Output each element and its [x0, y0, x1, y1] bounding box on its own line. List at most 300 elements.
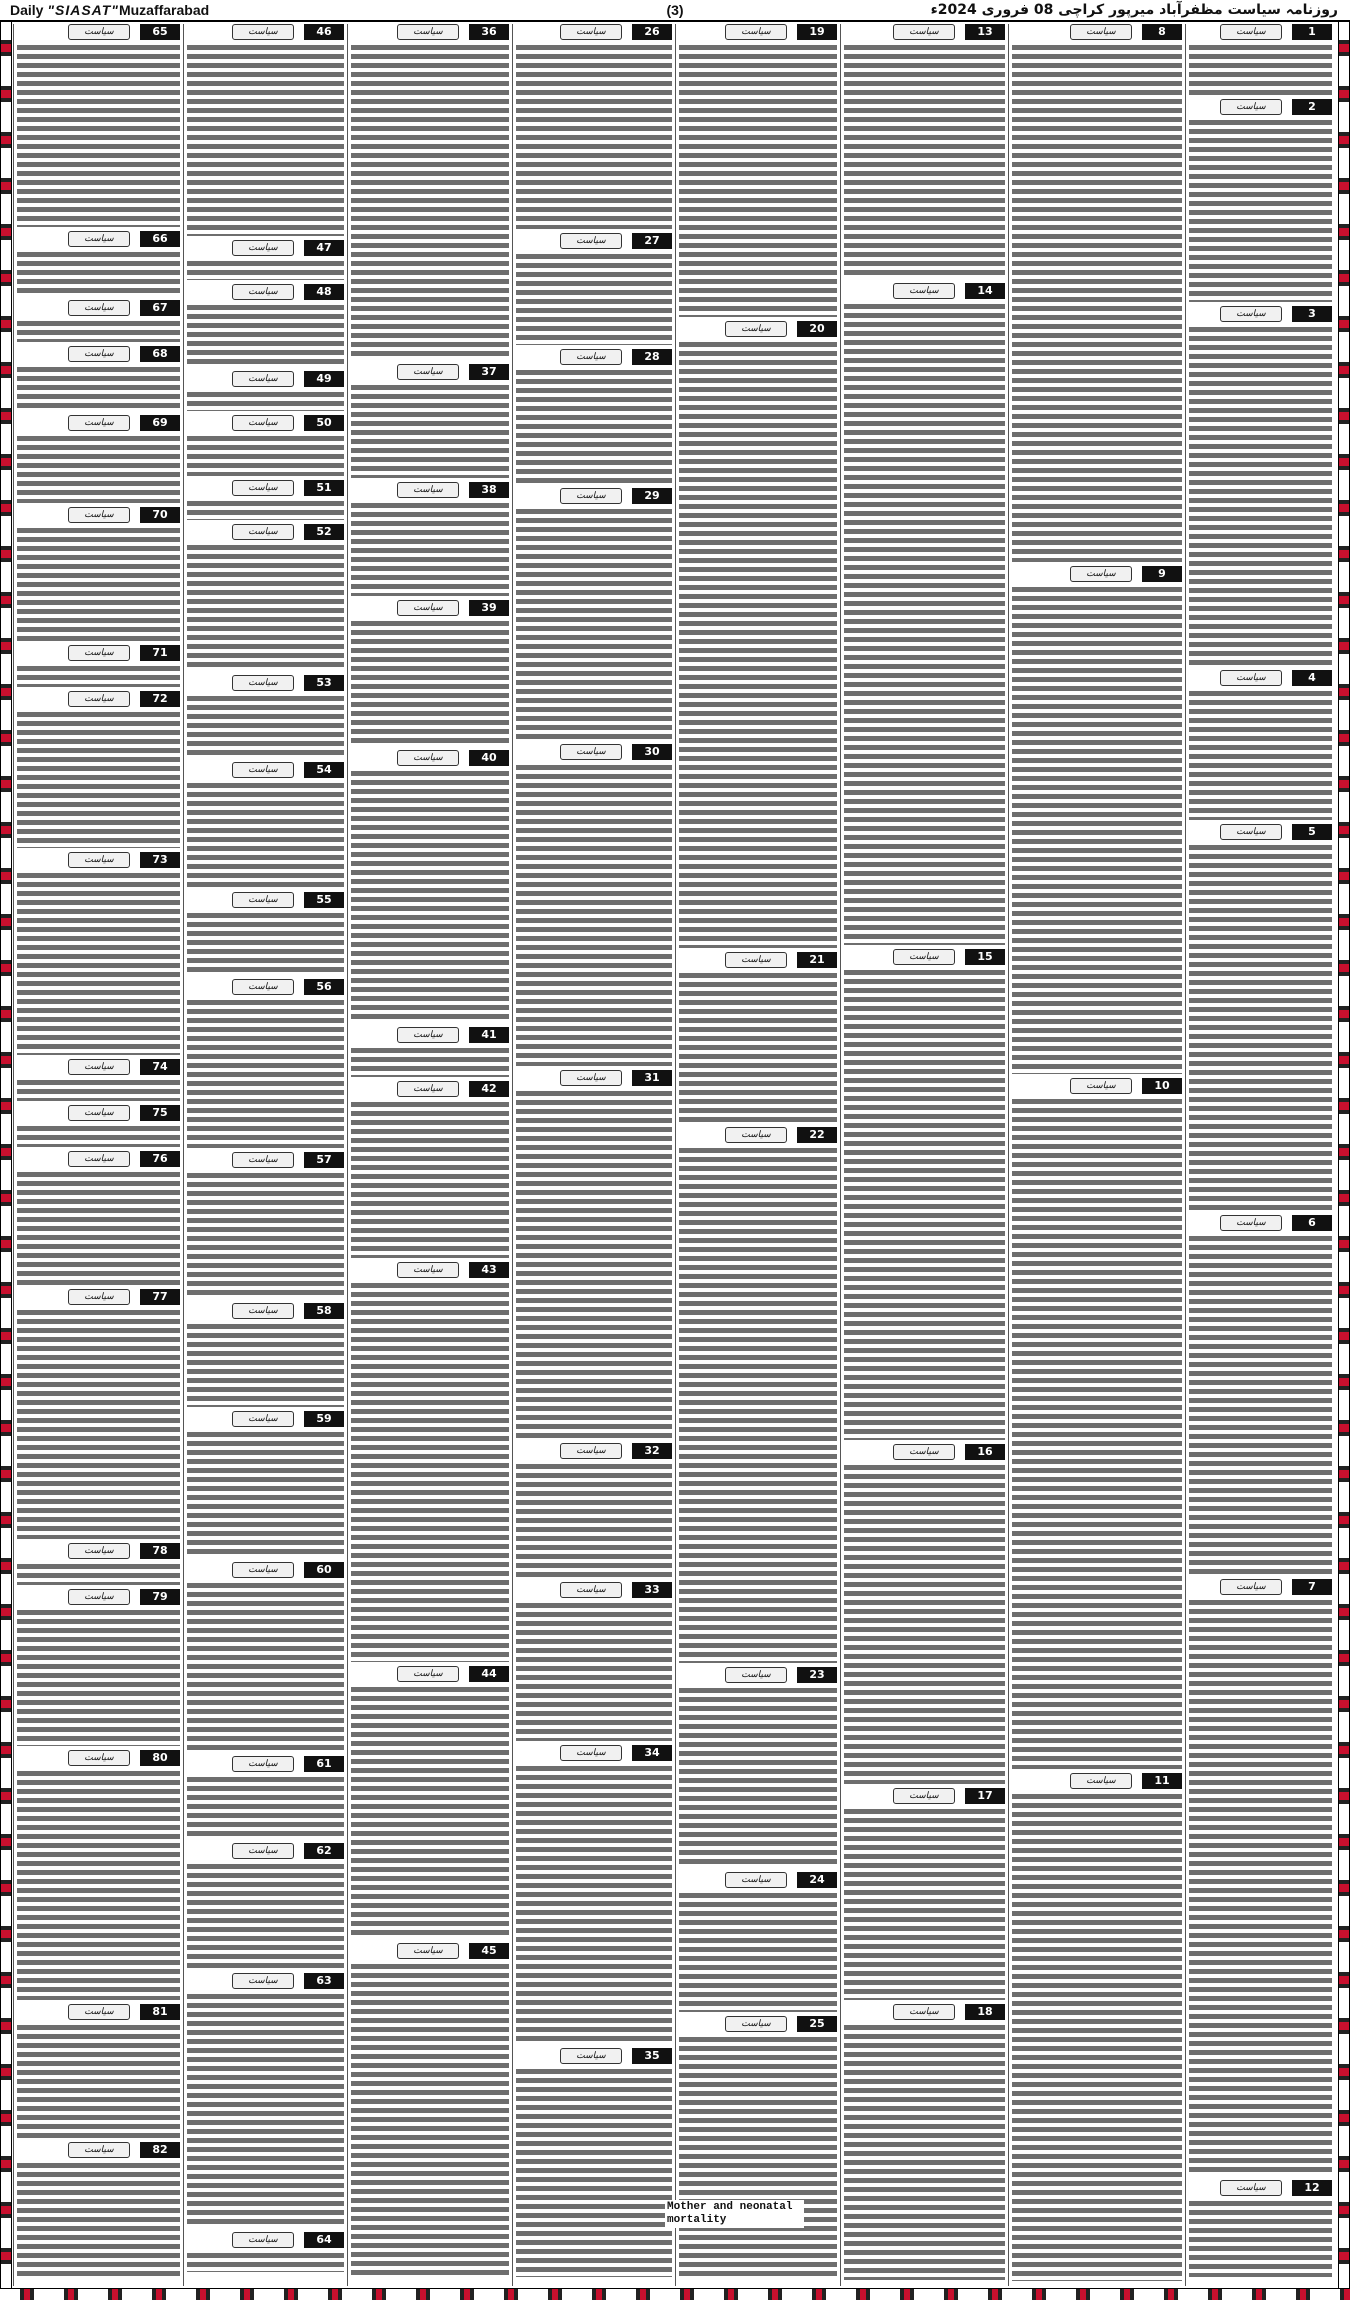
news-item-body: [351, 43, 509, 360]
news-item: [679, 1667, 837, 1868]
news-item-body: [187, 2251, 344, 2272]
news-number-badge: 49: [304, 371, 344, 387]
section-label: سیاست: [725, 952, 787, 968]
news-item-header: [516, 349, 672, 365]
section-label: سیاست: [1070, 566, 1132, 582]
section-label: سیاست: [560, 1745, 622, 1761]
news-item-body: [1012, 585, 1182, 1074]
news-item-body: [351, 501, 509, 596]
section-label: سیاست: [560, 1443, 622, 1459]
news-item-header: [844, 949, 1005, 965]
news-item: [844, 1444, 1005, 1784]
news-item: [187, 1303, 344, 1407]
masthead-brand: "SIASAT": [47, 2, 119, 18]
section-label: سیاست: [725, 24, 787, 40]
news-item: [187, 1843, 344, 1969]
news-number-badge: 74: [140, 1059, 180, 1075]
news-column: [347, 24, 512, 2286]
section-label: سیاست: [725, 1127, 787, 1143]
news-item-body: [17, 1124, 180, 1147]
news-item-body: [1189, 325, 1332, 666]
section-label: سیاست: [232, 892, 294, 908]
news-item: [17, 691, 180, 848]
news-item: [187, 2232, 344, 2272]
news-number-badge: 33: [632, 1582, 672, 1598]
news-item-body: [17, 871, 180, 1055]
section-label: سیاست: [560, 233, 622, 249]
news-item-body: [187, 259, 344, 280]
news-column: [13, 24, 183, 2286]
section-label: سیاست: [560, 1070, 622, 1086]
news-item: [17, 1105, 180, 1147]
news-number-badge: 15: [965, 949, 1005, 965]
news-item-header: [1012, 1773, 1182, 1789]
news-number-badge: 47: [304, 240, 344, 256]
news-item-body: [187, 43, 344, 236]
news-item: [516, 233, 672, 345]
news-item-body: [516, 1462, 672, 1578]
news-item-body: [679, 1686, 837, 1868]
news-item-header: [187, 979, 344, 995]
section-label: سیاست: [68, 1059, 130, 1075]
news-item-header: [187, 371, 344, 387]
section-label: سیاست: [232, 1562, 294, 1578]
news-number-badge: 39: [469, 600, 509, 616]
news-item-header: [1189, 24, 1332, 40]
news-item-header: [844, 1788, 1005, 1804]
news-item-header: [187, 284, 344, 300]
news-item: [17, 1750, 180, 2000]
news-item-header: [17, 415, 180, 431]
news-item-header: [187, 1303, 344, 1319]
news-item-body: [187, 1322, 344, 1407]
news-number-badge: 27: [632, 233, 672, 249]
news-item-header: [679, 321, 837, 337]
section-label: سیاست: [725, 2016, 787, 2032]
news-item-body: [844, 1463, 1005, 1784]
section-label: سیاست: [68, 1543, 130, 1559]
section-label: سیاست: [232, 415, 294, 431]
section-label: سیاست: [560, 488, 622, 504]
news-item-body: [516, 507, 672, 740]
news-item-body: [516, 1089, 672, 1439]
section-label: سیاست: [68, 1105, 130, 1121]
news-item: [187, 1562, 344, 1752]
news-number-badge: 26: [632, 24, 672, 40]
section-label: سیاست: [68, 415, 130, 431]
news-column: [512, 24, 675, 2286]
news-item: [351, 1081, 509, 1258]
section-label: سیاست: [397, 600, 459, 616]
news-item: [1189, 2180, 1332, 2277]
news-item-header: [516, 488, 672, 504]
news-number-badge: 48: [304, 284, 344, 300]
news-number-badge: 80: [140, 1750, 180, 1766]
news-item: [17, 1059, 180, 1101]
news-item-body: [351, 1046, 509, 1077]
news-item-header: [17, 852, 180, 868]
news-item-body: [1189, 43, 1332, 95]
news-item-body: [17, 2161, 180, 2276]
news-item-body: [17, 526, 180, 641]
news-number-badge: 22: [797, 1127, 837, 1143]
news-number-badge: 59: [304, 1411, 344, 1427]
section-label: سیاست: [1070, 1078, 1132, 1094]
news-number-badge: 46: [304, 24, 344, 40]
news-number-badge: 31: [632, 1070, 672, 1086]
news-item: [17, 1151, 180, 1285]
news-item-body: [1189, 689, 1332, 820]
news-number-badge: 23: [797, 1667, 837, 1683]
news-item-body: [17, 664, 180, 687]
news-item-body: [844, 2023, 1005, 2280]
news-item: [187, 892, 344, 975]
news-number-badge: 82: [140, 2142, 180, 2158]
news-item-body: [679, 971, 837, 1123]
news-item-body: [516, 368, 672, 484]
news-item: [1012, 1773, 1182, 2281]
news-item-header: [17, 346, 180, 362]
news-number-badge: 19: [797, 24, 837, 40]
section-label: سیاست: [68, 24, 130, 40]
news-number-badge: 50: [304, 415, 344, 431]
news-item: [351, 750, 509, 1023]
news-item-body: [17, 2023, 180, 2138]
news-number-badge: 24: [797, 1872, 837, 1888]
section-label: سیاست: [68, 1151, 130, 1167]
news-item: [1189, 99, 1332, 302]
news-item-body: [17, 319, 180, 342]
news-item-header: [679, 1667, 837, 1683]
news-item-body: [1189, 1234, 1332, 1575]
news-item: [1012, 566, 1182, 1074]
section-label: سیاست: [1220, 1215, 1282, 1231]
news-item-header: [516, 2048, 672, 2064]
news-number-badge: 7: [1292, 1579, 1332, 1595]
section-label: سیاست: [68, 2142, 130, 2158]
news-item-body: [187, 781, 344, 888]
news-number-badge: 12: [1292, 2180, 1332, 2196]
news-item-body: [1012, 1792, 1182, 2281]
english-inset-text: Mother and neonatal mortality: [665, 2200, 804, 2228]
news-item-body: [351, 1962, 509, 2279]
news-item-header: [187, 1411, 344, 1427]
news-item: [187, 240, 344, 280]
section-label: سیاست: [1220, 24, 1282, 40]
news-item-header: [351, 1262, 509, 1278]
section-label: سیاست: [232, 1973, 294, 1989]
news-item-body: [351, 383, 509, 478]
news-item-header: [17, 1750, 180, 1766]
section-label: سیاست: [68, 1750, 130, 1766]
news-number-badge: 44: [469, 1666, 509, 1682]
news-number-badge: 76: [140, 1151, 180, 1167]
section-label: سیاست: [1220, 99, 1282, 115]
news-number-badge: 9: [1142, 566, 1182, 582]
news-item-body: [17, 710, 180, 848]
news-item-body: [187, 1430, 344, 1558]
news-number-badge: 77: [140, 1289, 180, 1305]
news-item-body: [1189, 2199, 1332, 2277]
section-label: سیاست: [893, 1444, 955, 1460]
news-item-header: [351, 1081, 509, 1097]
news-number-badge: 14: [965, 283, 1005, 299]
news-item: [1189, 306, 1332, 666]
news-number-badge: 63: [304, 1973, 344, 1989]
section-label: سیاست: [397, 482, 459, 498]
news-number-badge: 29: [632, 488, 672, 504]
news-item-header: [17, 231, 180, 247]
section-label: سیاست: [232, 284, 294, 300]
news-item: [1189, 24, 1332, 95]
news-column: [675, 24, 840, 2286]
news-item-header: [1012, 1078, 1182, 1094]
news-item: [187, 675, 344, 758]
section-label: سیاست: [560, 2048, 622, 2064]
section-label: سیاست: [68, 852, 130, 868]
news-number-badge: 66: [140, 231, 180, 247]
right-ornament-border: [1338, 22, 1350, 2288]
news-number-badge: 69: [140, 415, 180, 431]
news-item-body: [187, 303, 344, 367]
news-item: [844, 949, 1005, 1440]
news-item-body: [844, 1807, 1005, 2000]
section-label: سیاست: [397, 1262, 459, 1278]
news-item: [516, 744, 672, 1066]
news-number-badge: 43: [469, 1262, 509, 1278]
news-item-body: [17, 1562, 180, 1585]
news-item-body: [187, 543, 344, 671]
news-item: [351, 364, 509, 478]
news-item-header: [187, 240, 344, 256]
section-label: سیاست: [232, 1152, 294, 1168]
news-number-badge: 20: [797, 321, 837, 337]
section-label: سیاست: [1220, 2180, 1282, 2196]
news-item: [1012, 1078, 1182, 1769]
news-item-header: [679, 24, 837, 40]
section-label: سیاست: [232, 2232, 294, 2248]
news-number-badge: 45: [469, 1943, 509, 1959]
news-item-body: [351, 1685, 509, 1939]
news-item-header: [516, 744, 672, 760]
news-item: [679, 1872, 837, 2012]
news-number-badge: 62: [304, 1843, 344, 1859]
news-item-body: [187, 434, 344, 476]
section-label: سیاست: [232, 480, 294, 496]
news-item-body: [17, 1608, 180, 1746]
news-number-badge: 71: [140, 645, 180, 661]
news-number-badge: 17: [965, 1788, 1005, 1804]
section-label: سیاست: [68, 1589, 130, 1605]
news-number-badge: 21: [797, 952, 837, 968]
news-item-body: [1189, 1598, 1332, 2176]
section-label: سیاست: [397, 750, 459, 766]
news-item: [1189, 670, 1332, 820]
news-item: [679, 1127, 837, 1663]
news-item-body: [351, 619, 509, 746]
news-number-badge: 13: [965, 24, 1005, 40]
news-item-header: [844, 2004, 1005, 2020]
news-item-header: [17, 2142, 180, 2158]
news-item-body: [187, 1171, 344, 1299]
news-item-header: [1189, 306, 1332, 322]
news-number-badge: 4: [1292, 670, 1332, 686]
news-item-body: [187, 1581, 344, 1752]
news-item-header: [187, 1843, 344, 1859]
news-number-badge: 73: [140, 852, 180, 868]
news-item-body: [17, 434, 180, 503]
news-item: [351, 1943, 509, 2279]
left-ornament-border: [0, 22, 12, 2288]
news-item-header: [516, 1070, 672, 1086]
news-number-badge: 35: [632, 2048, 672, 2064]
news-item-body: [1189, 118, 1332, 302]
news-number-badge: 6: [1292, 1215, 1332, 1231]
news-column: [183, 24, 347, 2286]
section-label: سیاست: [232, 762, 294, 778]
news-item-header: [351, 482, 509, 498]
news-number-badge: 28: [632, 349, 672, 365]
news-item-header: [187, 1562, 344, 1578]
news-number-badge: 58: [304, 1303, 344, 1319]
news-item: [1189, 1579, 1332, 2176]
news-item: [187, 1152, 344, 1299]
news-item-body: [17, 1078, 180, 1101]
news-item-header: [187, 762, 344, 778]
section-label: سیاست: [893, 2004, 955, 2020]
news-number-badge: 72: [140, 691, 180, 707]
section-label: سیاست: [893, 949, 955, 965]
news-item: [17, 852, 180, 1055]
news-item-body: [679, 1891, 837, 2012]
news-item: [187, 24, 344, 236]
news-number-badge: 11: [1142, 1773, 1182, 1789]
news-item-body: [17, 1170, 180, 1285]
masthead-city: Muzaffarabad: [118, 2, 210, 18]
news-number-badge: 81: [140, 2004, 180, 2020]
news-item: [351, 1262, 509, 1662]
news-item-body: [516, 2067, 672, 2277]
section-label: سیاست: [232, 675, 294, 691]
news-item: [516, 1443, 672, 1578]
news-item-header: [1189, 824, 1332, 840]
page-number: (3): [666, 2, 684, 18]
news-item-body: [187, 694, 344, 758]
news-item-header: [516, 24, 672, 40]
news-item-body: [187, 1775, 344, 1839]
news-item: [187, 1411, 344, 1558]
news-item: [187, 284, 344, 367]
news-item-body: [187, 390, 344, 411]
news-item-header: [17, 1151, 180, 1167]
news-item-body: [1012, 1097, 1182, 1769]
section-label: سیاست: [68, 1289, 130, 1305]
news-number-badge: 34: [632, 1745, 672, 1761]
news-number-badge: 78: [140, 1543, 180, 1559]
section-label: سیاست: [397, 1943, 459, 1959]
news-item: [17, 231, 180, 296]
news-number-badge: 57: [304, 1152, 344, 1168]
section-label: سیاست: [725, 1667, 787, 1683]
news-item-body: [351, 1100, 509, 1258]
section-label: سیاست: [725, 1872, 787, 1888]
section-label: سیاست: [560, 1582, 622, 1598]
section-label: سیاست: [1220, 670, 1282, 686]
section-label: سیاست: [893, 24, 955, 40]
section-label: سیاست: [893, 1788, 955, 1804]
news-item-header: [1189, 99, 1332, 115]
news-item-body: [679, 340, 837, 948]
news-item: [516, 349, 672, 484]
news-item-header: [17, 1589, 180, 1605]
news-item: [17, 415, 180, 503]
news-item-header: [17, 2004, 180, 2020]
news-item-body: [187, 911, 344, 975]
news-number-badge: 3: [1292, 306, 1332, 322]
news-item-header: [187, 1973, 344, 1989]
section-label: سیاست: [232, 1411, 294, 1427]
news-item-header: [1189, 2180, 1332, 2196]
section-label: سیاست: [397, 1027, 459, 1043]
news-item: [17, 507, 180, 641]
news-item: [1189, 824, 1332, 1211]
news-item-header: [17, 1059, 180, 1075]
news-number-badge: 10: [1142, 1078, 1182, 1094]
news-item: [187, 480, 344, 520]
news-item-header: [17, 691, 180, 707]
news-number-badge: 16: [965, 1444, 1005, 1460]
news-item-header: [351, 750, 509, 766]
section-label: سیاست: [232, 1756, 294, 1772]
news-item: [351, 482, 509, 596]
news-item-body: [187, 499, 344, 520]
section-label: سیاست: [232, 1843, 294, 1859]
news-item-header: [187, 24, 344, 40]
section-label: سیاست: [68, 300, 130, 316]
news-item-body: [17, 1308, 180, 1539]
section-label: سیاست: [397, 1081, 459, 1097]
news-number-badge: 2: [1292, 99, 1332, 115]
news-number-badge: 1: [1292, 24, 1332, 40]
news-item-header: [1012, 566, 1182, 582]
news-item: [187, 524, 344, 671]
news-item: [187, 1973, 344, 2228]
section-label: سیاست: [1220, 306, 1282, 322]
news-item-body: [1189, 843, 1332, 1211]
news-number-badge: 65: [140, 24, 180, 40]
news-number-badge: 36: [469, 24, 509, 40]
news-item: [679, 321, 837, 948]
news-item: [17, 2004, 180, 2138]
news-item: [516, 1070, 672, 1439]
section-label: سیاست: [232, 1303, 294, 1319]
section-label: سیاست: [1070, 24, 1132, 40]
news-item: [1189, 1215, 1332, 1575]
news-item: [351, 1666, 509, 1939]
news-item: [187, 371, 344, 411]
news-item-body: [17, 365, 180, 411]
news-item-header: [187, 892, 344, 908]
news-item-body: [679, 43, 837, 317]
news-item: [844, 2004, 1005, 2280]
news-item-header: [516, 1745, 672, 1761]
news-item-header: [1189, 1215, 1332, 1231]
section-label: سیاست: [1220, 1579, 1282, 1595]
news-item-header: [187, 1152, 344, 1168]
news-item: [187, 762, 344, 888]
news-number-badge: 56: [304, 979, 344, 995]
section-label: سیاست: [725, 321, 787, 337]
